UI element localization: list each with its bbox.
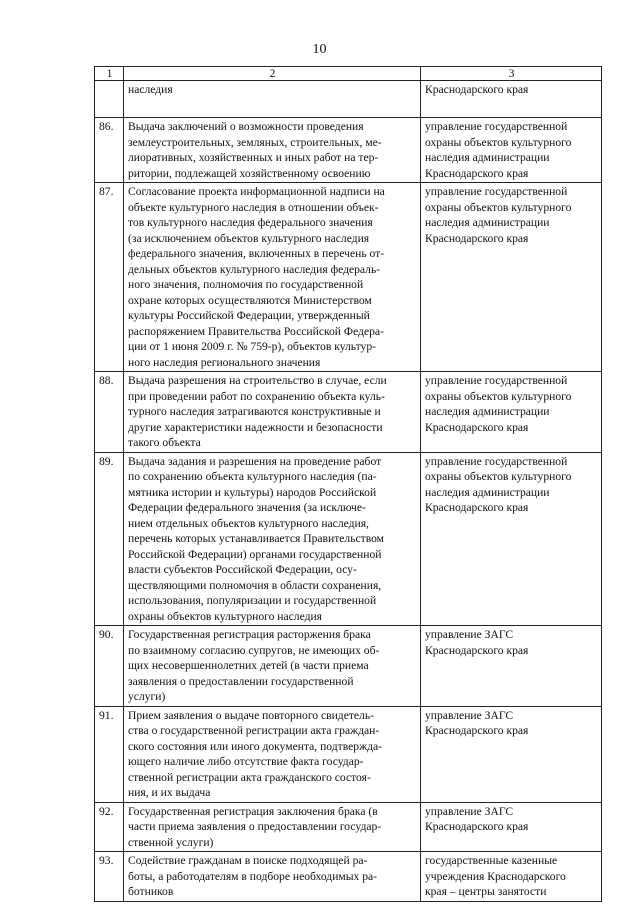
agency-line: управление государственной [425,374,568,387]
agency-cell [421,626,602,707]
agency-line: наследия администрации [425,485,550,499]
agency-line: Краснодарского края [425,724,529,737]
row-number-cell: 89. [95,452,124,626]
description-line: федерального значения, включенных в перечень от- [128,247,385,260]
description-line: наследия [128,83,173,96]
table-row [95,372,602,453]
agency-line: наследия администрации [425,151,550,164]
description-line: охраны объектов культурного наследия [128,609,323,623]
agency-cell [421,706,602,802]
agency-line: управление государственной [425,120,568,133]
description-line: ства о государственной регистрации акта граждан- [128,724,380,737]
service-description-cell [124,452,421,626]
description-line: (за исключением объектов культурного наследия [128,231,370,245]
agency-cell [421,372,602,453]
agency-line: Краснодарского края [425,83,529,96]
description-line: охране которых осуществляются Министерством [128,293,372,307]
agency-line: управление ЗАГС [425,628,514,641]
description-line: Федерации федерального значения (за исключе- [128,501,366,514]
description-line: распоряжением Правительства Российской Федера- [128,324,384,338]
description-line: ственной регистрации акта гражданского состоя- [128,770,371,784]
description-line: власти субъектов Российской Федерации, осу- [128,563,357,576]
agency-cell [421,852,602,902]
service-description-cell [124,118,421,183]
description-line: боты, а работодателям в подборе необходимых ра- [128,869,378,883]
service-description-cell [124,372,421,453]
table-body [95,67,602,902]
description-line: объекте культурного наследия в отношении объек- [128,200,379,214]
description-line: ботников [128,885,174,898]
agency-line: Краснодарского края [425,231,529,245]
row-number-cell: 92. [95,802,124,852]
agency-cell [421,81,602,118]
agency-line: края – центры занятости [425,885,547,898]
row-number-cell [95,81,124,118]
description-line: ственной услуги) [128,835,214,849]
column-header-1: 1 [95,67,124,81]
agency-line: охраны объектов культурного [425,200,572,214]
description-line: щих несовершеннолетних детей (в части приема [128,659,369,672]
agency-line: охраны объектов культурного [425,389,572,403]
description-line: Государственная регистрация заключения брака (в [128,804,378,818]
description-line: мятника истории и культуры) народов Российской [128,485,377,499]
agency-line: Краснодарского края [425,501,529,514]
column-number-row [95,67,602,81]
description-line: ния, и их выдача [128,786,211,799]
description-line: лиоративных, хозяйственных и иных работ на тер- [128,151,379,164]
description-line: перечень которых устанавливается Правительством [128,532,385,545]
column-header-2: 2 [124,67,421,81]
page-number: 10 [312,42,327,57]
service-description-cell [124,626,421,707]
agency-line: Краснодарского края [425,166,529,180]
description-line: турного наследия затрагиваются конструктивные и [128,405,381,418]
table-row [95,118,602,183]
continuation-row [95,81,602,118]
agency-cell [421,183,602,372]
description-line: услуги) [128,690,166,703]
description-line: Выдача заключений о возможности проведения [128,120,364,133]
description-line: Содействие гражданам в поиске подходящей ра- [128,854,368,867]
description-line: Выдача разрешения на строительство в случае, если [128,374,387,387]
description-line: ции от 1 июня 2009 г. № 759-р), объектов культур- [128,340,376,353]
agency-cell [421,452,602,626]
description-line: заявления о предоставлении государственной [128,674,354,688]
description-line: такого объекта [128,436,201,449]
row-number-cell: 90. [95,626,124,707]
row-number-cell: 91. [95,706,124,802]
description-line: Российской Федерации) органами государственной [128,547,382,561]
agency-line: Краснодарского края [425,820,529,833]
description-line: использования, популяризации и государственной [128,594,377,607]
description-line: Согласование проекта информационной надписи на [128,185,385,198]
column-header-3: 3 [421,67,602,81]
agency-cell [421,802,602,852]
agency-line: наследия администрации [425,216,550,229]
description-line: культуры Российской Федерации, утвержденный [128,309,370,322]
description-line: при проведении работ по сохранению объекта куль- [128,389,385,403]
description-line: Прием заявления о выдаче повторного свидетель- [128,708,374,722]
description-line: ского состояния или иного документа, подтверждa- [128,739,382,753]
service-description-cell [124,802,421,852]
table-row [95,626,602,707]
agency-line: охраны объектов культурного [425,135,572,149]
agency-line: охраны объектов культурного [425,470,572,483]
description-line: ного наследия регионального значения [128,355,321,369]
agency-line: государственные казенные [425,854,558,867]
description-line: землеустроительных, земляных, строительных, ме- [128,135,382,149]
agency-cell [421,118,602,183]
table-row [95,183,602,372]
description-line: по сохранению объекта культурного наследия (па- [128,470,377,483]
description-line: ющего наличие либо отсутствие факта государ- [128,755,364,768]
description-line: ществляющими полномочия в области сохранения, [128,578,382,592]
agency-line: Краснодарского края [425,420,529,434]
agency-line: управление государственной [425,185,568,198]
description-line: другие характеристики надежности и безопасности [128,420,383,434]
agency-line: наследия администрации [425,405,550,418]
description-line: Государственная регистрация расторжения брака [128,628,371,641]
agency-line: Краснодарского края [425,643,529,657]
services-table [94,66,602,902]
description-line: нием отдельных объектов культурного наследия, [128,516,369,530]
row-number-cell: 87. [95,183,124,372]
agency-line: управление государственной [425,454,568,468]
description-line: ного значения, полномочия по государственной [128,278,364,291]
description-line: дельных объектов культурного наследия федераль- [128,262,381,276]
service-description-cell [124,81,421,118]
table-row [95,802,602,852]
service-description-cell [124,852,421,902]
row-number-cell: 93. [95,852,124,902]
table-row [95,852,602,902]
description-line: по взаимному согласию супругов, не имеющих об- [128,643,380,657]
agency-line: управление ЗАГС [425,708,514,722]
table-row [95,452,602,626]
description-line: части приема заявления о предоставлении государ- [128,820,382,833]
agency-line: учреждения Краснодарского [425,869,566,883]
description-line: ритории, подлежащей хозяйственному освоению [128,166,371,180]
description-line: Выдача задания и разрешения на проведение работ [128,454,382,468]
service-description-cell [124,183,421,372]
service-description-cell [124,706,421,802]
table-row [95,706,602,802]
description-line: тов культурного наследия федерального значения [128,216,373,229]
row-number-cell: 88. [95,372,124,453]
agency-line: управление ЗАГС [425,804,514,818]
row-number-cell: 86. [95,118,124,183]
